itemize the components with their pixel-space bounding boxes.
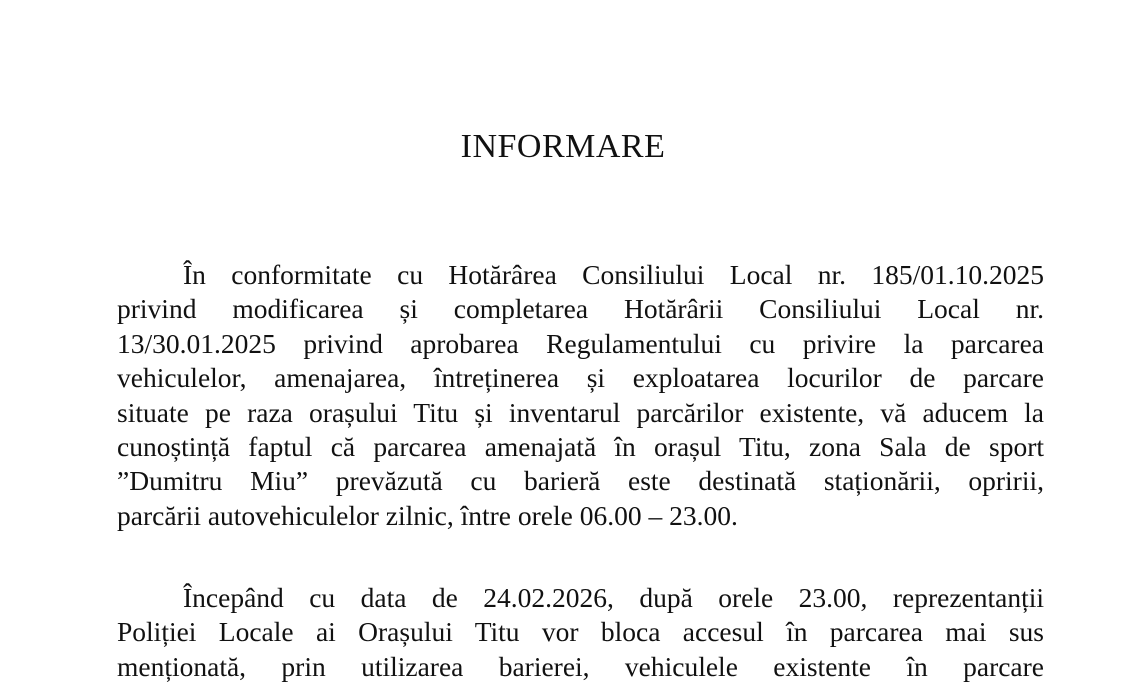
- paragraph-line: situate pe raza orașului Titu și inventarul parcărilor existente, vă aducem la: [117, 396, 1044, 428]
- paragraph-1: [117, 258, 1044, 533]
- paragraph-2: [117, 581, 1044, 684]
- paragraph-line: vehiculelor, amenajarea, întreținerea și exploatarea locurilor de parcare: [117, 362, 1044, 394]
- paragraph-line: ”Dumitru Miu” prevăzută cu barieră este destinată staționării, opririi,: [117, 465, 1044, 497]
- paragraph-line: 13/30.01.2025 privind aprobarea Regulamentului cu privire la parcarea: [117, 327, 1044, 359]
- document-title: INFORMARE: [460, 128, 666, 165]
- paragraph-line: Începând cu data de 24.02.2026, după orele 23.00, reprezentanții: [183, 582, 1044, 613]
- paragraph-line: parcării autovehiculelor zilnic, între orele 06.00 – 23.00.: [117, 499, 738, 531]
- paragraph-line: privind modificarea și completarea Hotărârii Consiliului Local nr.: [117, 293, 1044, 325]
- paragraph-line: Poliției Locale ai Orașului Titu vor bloca accesul în parcarea mai sus: [117, 616, 1044, 648]
- paragraph-line: cunoștință faptul că parcarea amenajată în orașul Titu, zona Sala de sport: [117, 431, 1044, 463]
- paragraph-line: menționată, prin utilizarea barierei, vehiculele existente în parcare: [117, 650, 1044, 682]
- paragraph-line: În conformitate cu Hotărârea Consiliului Local nr. 185/01.10.2025: [183, 259, 1044, 290]
